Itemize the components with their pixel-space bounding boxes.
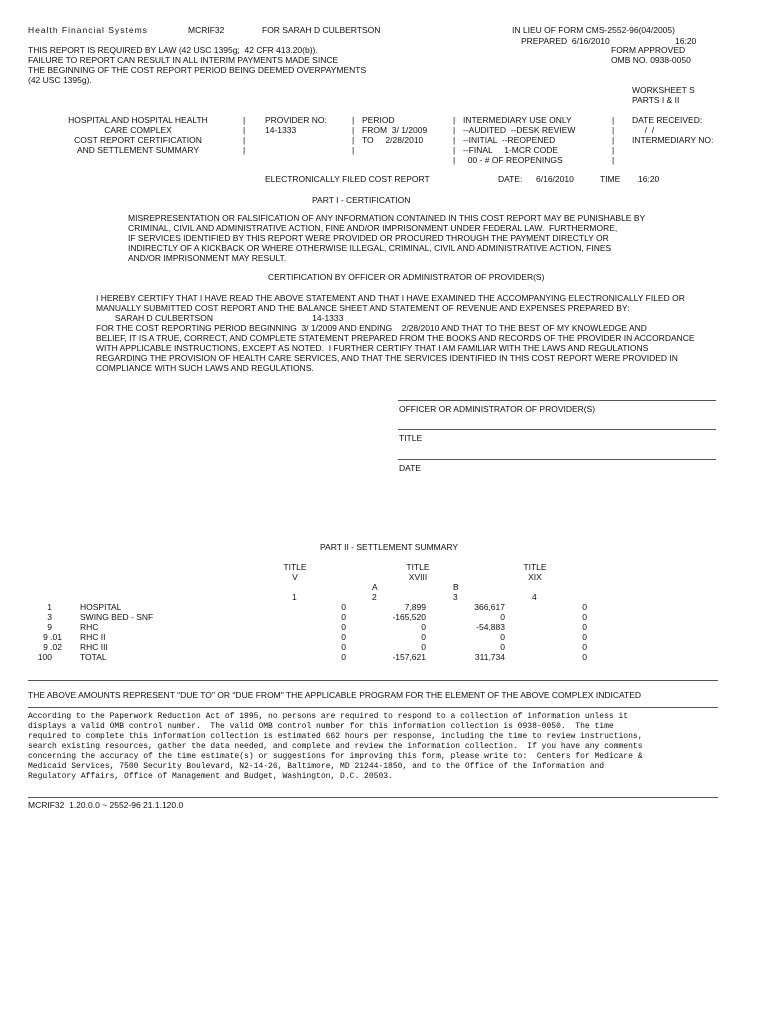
row-label: RHC II — [80, 632, 106, 642]
paperwork-line: search existing resources, gather the data needed, and complete and review the information collection. If you have any comments — [28, 742, 643, 751]
column-separator: | — [612, 125, 615, 135]
paperwork-line: According to the Paperwork Reduction Act of 1995, no persons are required to respond to a collection of information unless it — [28, 712, 629, 721]
title-rule — [398, 429, 716, 430]
column-separator: | — [612, 115, 615, 125]
divider — [28, 797, 718, 798]
line-number: 100 — [37, 652, 52, 662]
value-title-v: 0 — [341, 602, 346, 612]
value-title-xix: 0 — [582, 602, 587, 612]
value-title-xviii-a: 0 — [421, 642, 426, 652]
certification-line: COMPLIANCE WITH SUCH LAWS AND REGULATIONS. — [96, 363, 314, 373]
notice-line: (42 USC 1395g). — [28, 75, 92, 85]
program-code: MCRIF32 — [188, 25, 225, 35]
efile-time: 16:20 — [638, 174, 660, 184]
column-separator: | — [243, 115, 246, 125]
date-rule — [398, 459, 716, 460]
column-separator: | — [352, 115, 355, 125]
value-title-xviii-b: 311,734 — [474, 652, 505, 662]
col-number: 1 — [292, 592, 297, 602]
divider — [28, 680, 718, 681]
report-title-line: CARE COMPLEX — [104, 125, 172, 135]
misrepresentation-line: IF SERVICES IDENTIFIED BY THIS REPORT WERE PROVIDED OR PROCURED THROUGH THE PAYMENT DIRECTLY OR — [128, 233, 609, 243]
col-number: 2 — [372, 592, 377, 602]
form-lieu: IN LIEU OF FORM CMS-2552-96(04/2005) — [512, 25, 675, 35]
value-title-xix: 0 — [582, 652, 587, 662]
row-label: HOSPITAL — [80, 602, 122, 612]
value-title-xviii-b: 0 — [500, 632, 505, 642]
column-separator: | — [453, 145, 456, 155]
row-label: RHC — [80, 622, 99, 632]
date-received-label: DATE RECEIVED: — [632, 115, 703, 125]
prepared-date: PREPARED 6/16/2010 — [521, 36, 610, 46]
col-header-title-xviii: TITLE — [406, 562, 430, 572]
col-header-title-xix: TITLE — [523, 562, 547, 572]
line-number: 1 — [47, 602, 52, 612]
certification-line: REGARDING THE PROVISION OF HEALTH CARE SERVICES, AND THAT THE SERVICES IDENTIFIED IN THIS COST REPORT WERE PROVIDED IN — [96, 353, 678, 363]
col-header-a: A — [372, 582, 378, 592]
prepared-for: FOR SARAH D CULBERTSON — [262, 25, 381, 35]
value-title-xviii-a: 0 — [421, 622, 426, 632]
line-number: 3 — [47, 612, 52, 622]
certification-line: SARAH D CULBERTSON 14-1333 — [96, 313, 344, 323]
col-header-title-v: TITLE — [283, 562, 307, 572]
provider-label: PROVIDER NO: — [265, 115, 327, 125]
col-header-b: B — [453, 582, 459, 592]
value-title-v: 0 — [341, 622, 346, 632]
intermediary-use: 00 - # OF REOPENINGS — [463, 155, 563, 165]
intermediary-no-label: INTERMEDIARY NO: — [632, 135, 714, 145]
date-received-value: / / — [640, 125, 655, 135]
report-title-line: AND SETTLEMENT SUMMARY — [76, 145, 199, 155]
notice-line: FAILURE TO REPORT CAN RESULT IN ALL INTERIM PAYMENTS MADE SINCE — [28, 55, 339, 65]
value-title-xviii-a: -165,520 — [392, 612, 426, 622]
paperwork-line: displays a valid OMB control number. The valid OMB control number for this information collection is 0938-0050. The time — [28, 722, 614, 731]
worksheet-label: WORKSHEET S — [632, 85, 695, 95]
column-separator: | — [612, 155, 615, 165]
part2-heading: PART II - SETTLEMENT SUMMARY — [320, 542, 459, 552]
report-title-line: HOSPITAL AND HOSPITAL HEALTH — [68, 115, 208, 125]
row-label: TOTAL — [80, 652, 107, 662]
column-separator: | — [612, 135, 615, 145]
value-title-v: 0 — [341, 632, 346, 642]
col-number: 3 — [453, 592, 458, 602]
col-header-title-xix: XIX — [528, 572, 542, 582]
value-title-xviii-b: 0 — [500, 612, 505, 622]
form-approved: FORM APPROVED — [611, 45, 686, 55]
date-label: DATE — [399, 463, 422, 473]
amounts-note: THE ABOVE AMOUNTS REPRESENT "DUE TO" OR "DUE FROM" THE APPLICABLE PROGRAM FOR THE ELEMENT OF THE ABOVE COMPLEX INDICATED — [28, 690, 642, 700]
col-header-title-xviii: XVIII — [408, 572, 428, 582]
column-separator: | — [612, 145, 615, 155]
value-title-xix: 0 — [582, 612, 587, 622]
column-separator: | — [352, 125, 355, 135]
efile-date-label: DATE: — [498, 174, 523, 184]
line-number: 9 — [47, 622, 52, 632]
line-number: 9 .01 — [43, 632, 62, 642]
value-title-xviii-a: -157,621 — [392, 652, 426, 662]
certification-line: BELIEF, IT IS A TRUE, CORRECT, AND COMPLETE STATEMENT PREPARED FROM THE BOOKS AND RECORDS OF THE PROVIDER IN ACCORDANCE — [96, 333, 695, 343]
period-to: TO 2/28/2010 — [362, 135, 424, 145]
column-separator: | — [453, 125, 456, 135]
column-separator: | — [243, 125, 246, 135]
value-title-xviii-b: -54,883 — [476, 622, 505, 632]
officer-label: OFFICER OR ADMINISTRATOR OF PROVIDER(S) — [399, 404, 596, 414]
value-title-xviii-a: 7,899 — [404, 602, 426, 612]
certification-heading: CERTIFICATION BY OFFICER OR ADMINISTRATOR OF PROVIDER(S) — [268, 272, 545, 282]
parts-label: PARTS I & II — [632, 95, 680, 105]
period-label: PERIOD — [362, 115, 395, 125]
value-title-v: 0 — [341, 612, 346, 622]
intermediary-use: INTERMEDIARY USE ONLY — [463, 115, 572, 125]
period-from: FROM 3/ 1/2009 — [362, 125, 428, 135]
column-separator: | — [352, 145, 355, 155]
efile-date: 6/16/2010 — [536, 174, 574, 184]
column-separator: | — [453, 155, 456, 165]
version-string: MCRIF32 1.20.0.0 ~ 2552-96 21.1.120.0 — [28, 800, 184, 810]
misrepresentation-line: CRIMINAL, CIVIL AND ADMINISTRATIVE ACTION, FINE AND/OR IMPRISONMENT UNDER FEDERAL LAW. FURTHERMORE, — [128, 223, 618, 233]
paperwork-line: Regulatory Affairs, Office of Management and Budget, Washington, D.C. 20503. — [28, 772, 393, 781]
column-separator: | — [243, 145, 246, 155]
value-title-xix: 0 — [582, 632, 587, 642]
column-separator: | — [453, 115, 456, 125]
col-number: 4 — [532, 592, 537, 602]
title-label: TITLE — [399, 433, 423, 443]
certification-line: MANUALLY SUBMITTED COST REPORT AND THE BALANCE SHEET AND STATEMENT OF REVENUE AND EXPENSES PREPARED BY: — [96, 303, 630, 313]
line-number: 9 .02 — [43, 642, 62, 652]
notice-line: THIS REPORT IS REQUIRED BY LAW (42 USC 1395g; 42 CFR 413.20(b)). — [28, 45, 318, 55]
intermediary-use: --AUDITED --DESK REVIEW — [463, 125, 576, 135]
value-title-xviii-b: 366,617 — [474, 602, 505, 612]
misrepresentation-line: AND/OR IMPRISONMENT MAY RESULT. — [128, 253, 287, 263]
notice-line: THE BEGINNING OF THE COST REPORT PERIOD BEING DEEMED OVERPAYMENTS — [28, 65, 367, 75]
signature-rule — [398, 400, 716, 401]
value-title-v: 0 — [341, 642, 346, 652]
divider — [28, 707, 718, 708]
prepared-time: 16:20 — [675, 36, 697, 46]
provider-number: 14-1333 — [265, 125, 297, 135]
paperwork-line: Medicaid Services, 7500 Security Boulevard, N2-14-26, Baltimore, MD 21244-1850, and to the Office of the Information and — [28, 762, 605, 771]
row-label: RHC III — [80, 642, 108, 652]
value-title-xviii-b: 0 — [500, 642, 505, 652]
certification-line: I HEREBY CERTIFY THAT I HAVE READ THE ABOVE STATEMENT AND THAT I HAVE EXAMINED THE ACCOMPANYING ELECTRONICALLY FILED OR — [96, 293, 685, 303]
efile-time-label: TIME — [600, 174, 621, 184]
certification-line: WITH APPLICABLE INSTRUCTIONS, EXCEPT AS NOTED. I FURTHER CERTIFY THAT I AM FAMILIAR WITH THE LAWS AND REGULATIONS — [96, 343, 649, 353]
misrepresentation-line: INDIRECTLY OF A KICKBACK OR WHERE OTHERWISE ILLEGAL, CRIMINAL, CIVIL AND ADMINISTRATIVE ACTION, FINES — [128, 243, 612, 253]
intermediary-use: --INITIAL --REOPENED — [463, 135, 556, 145]
row-label: SWING BED - SNF — [80, 612, 154, 622]
column-separator: | — [243, 135, 246, 145]
value-title-xix: 0 — [582, 622, 587, 632]
value-title-v: 0 — [341, 652, 346, 662]
value-title-xix: 0 — [582, 642, 587, 652]
report-title-line: COST REPORT CERTIFICATION — [74, 135, 202, 145]
paperwork-line: required to complete this information collection is estimated 662 hours per response, including the time to review instructions, — [28, 732, 643, 741]
col-header-title-v: V — [292, 572, 298, 582]
paperwork-line: concerning the accuracy of the time estimate(s) or suggestions for improving this form, please write to: Centers for Medicare & — [28, 752, 643, 761]
misrepresentation-line: MISREPRESENTATION OR FALSIFICATION OF ANY INFORMATION CONTAINED IN THIS COST REPORT MAY BE PUNISHABLE BY — [128, 213, 646, 223]
column-separator: | — [453, 135, 456, 145]
software-name: Health Financial Systems — [28, 25, 148, 35]
column-separator: | — [352, 135, 355, 145]
value-title-xviii-a: 0 — [421, 632, 426, 642]
certification-line: FOR THE COST REPORTING PERIOD BEGINNING 3/ 1/2009 AND ENDING 2/28/2010 AND THAT TO THE BEST OF MY KNOWLEDGE AND — [96, 323, 647, 333]
omb-number: OMB NO. 0938-0050 — [611, 55, 691, 65]
part1-heading: PART I - CERTIFICATION — [312, 195, 411, 205]
electronic-filed-label: ELECTRONICALLY FILED COST REPORT — [265, 174, 430, 184]
intermediary-use: --FINAL 1-MCR CODE — [463, 145, 559, 155]
